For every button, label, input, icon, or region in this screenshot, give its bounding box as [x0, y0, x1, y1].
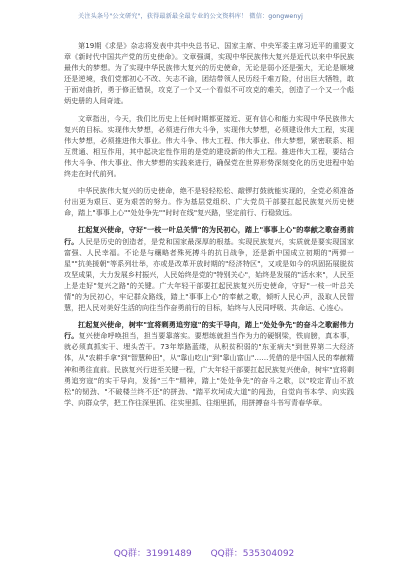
paragraph-4-lead: 扛起复兴使命，守好"一枝一叶总关情"的为民初心，踏上"事事上心"的奉献之歌奋勇前行。 [64, 225, 354, 246]
qq-group-2: QQ群：535304092 [210, 549, 295, 559]
paragraph-4 [64, 224, 354, 313]
paragraph-3 [64, 185, 354, 218]
paragraph-2-text: 文章指出，今天，我们比历史上任何时期都更接近、更有信心和能力实现中华民族伟大复兴的目标。实现伟大梦想，必须进行伟大斗争，实现伟大梦想，必须建设伟大工程，实现伟大梦想，必须推进伟大事业。伟大斗争、伟大工程、伟大事业、伟大梦想，紧密联系、相互贯通、相互作用，其中起决定性作用的是党的建设新的伟大工程。推进伟大工程，要结合伟大斗争、伟大事业、伟大梦想的实践来进行，确保党在世界形势深刻变化的历史进程中始终走在时代前列。 [64, 113, 354, 179]
footer-qq-groups [0, 546, 408, 559]
paragraph-5-lead: 扛起复兴使命，树牢"宜将剩勇追穷寇"的实干导向，踏上"处处争先"的奋斗之歌耐伟力行。 [64, 320, 354, 341]
paragraph-4-text: 人民是历史的创造者，是党和国家最深厚的根基。实现民族复兴，实质就是要实现国家富强、人民幸福。不论是与穰略者殊死搏斗的抗日战争，还是新中国成立初期的"两弹一星""抗美援朝"等系列壮举，亦或是改革开放时期的"经济特区"，又或是如今的巩固拓展脱贫攻坚成果，大力发展乡村振兴，人民始终是党的"特别关心"，始终是发展的"活水来"，人民至上是走好"复兴之路"的关键。广大年轻干部要扛起民族复兴历史使命，守好"一枝一叶总关情"的为民初心，牢记群众路线，踏上"事事上心"的奉献之歌，倾听人民心声，汲取人民智慧，把人民对美好生活的向往当作奋勇前行的目标，始终与人民同呼吸、共命运、心连心。 [64, 236, 355, 313]
paragraph-1-text: 第19期《求是》杂志将发表中共中央总书记、国家主席、中央军委主席习近平的重要文章《新时代中国共产党的历史使命》。文章强调，实现中华民族伟大复兴是近代以来中华民族最伟大的梦想。为了实现中华民族伟大复兴的历史使命，无论是弱小还是强大，无论是顺境还是逆境，我们党都初心不改、矢志不渝，团结带领人民历经千难万险，付出巨大牺牲，敢于面对曲折，勇于修正错误，攻克了一个又一个看似不可攻克的难关，创造了一个又一个彪炳史册的人间奇迹。 [64, 41, 354, 106]
header-banner: 关注头条号"公文研究"，获得最新最全最专业的公文资料库！ 微信：gongwenyj [78, 13, 303, 20]
paragraph-5-text: 复兴使命呼唤担当，担当要靠落实。要想练就担当作为力的硬钢梁，铁肩膀，真本事，就必须真抓实干、埋头苦干。73年筚路蓝缕，从积贫积弱的"东亚病夫"到世界第二大经济体，从"农耕手拿"到"智慧种田"，从"靠山吃山"到"靠山富山"……凭借的是中国人民的奉献精神和勇往直前。民族复兴行进至关键一程，广大年轻干部要扛起民族复兴使命，树牢"宜将剩勇追穷寇"的实干导向，发扬"三牛"精神，踏上"处处争先"的奋斗之歌，以"咬定青山不放松"的韧劲、"不破楼兰终不还"的拼劲、"踏平坎坷成大道"的闯劲，自觉向书本学、向实践学、向群众学，把工作往深里抓、往实里抓、往细里抓，用拼搏奋斗书写青春华章。 [64, 331, 355, 407]
article-body [64, 40, 354, 413]
qq-group-1: QQ群：31991489 [113, 549, 192, 559]
paragraph-2 [64, 113, 354, 180]
paragraph-5 [64, 319, 354, 408]
paragraph-1 [64, 40, 354, 107]
paragraph-3-text: 中华民族伟大复兴的历史使命，绝不是轻轻松松、敲锣打鼓就能实现的，全党必须准备付出更为艰巨、更为艰苦的努力。作为基层党组织、广大党员干部要扛起民族复兴历史使命，踏上"事事上心""处处争先""时时在线"复兴路，坚定前行、行稳致远。 [64, 186, 354, 218]
